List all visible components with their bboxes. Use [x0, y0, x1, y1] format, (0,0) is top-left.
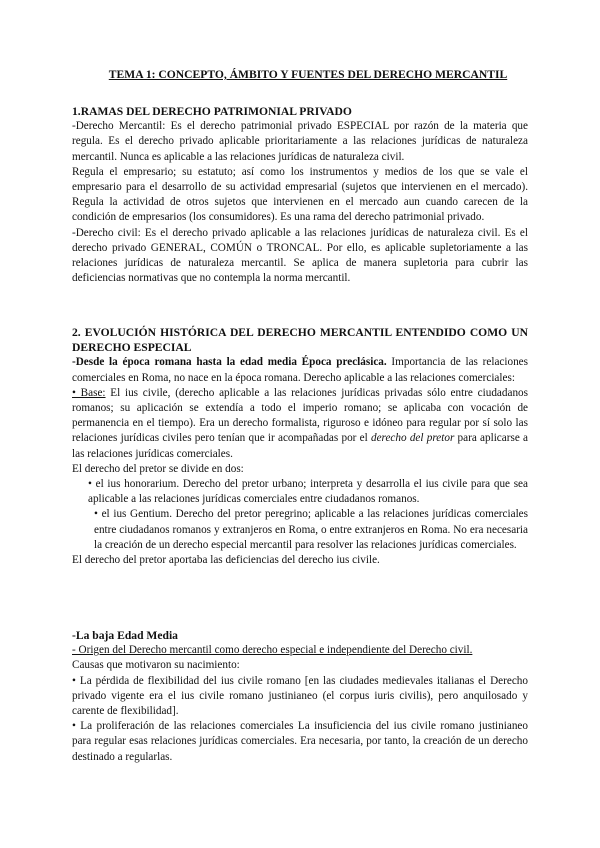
- ius-gentium-item: • el ius Gentium. Derecho del pretor peregrino; aplicable a las relaciones jurídicas comerciales entre ciudadanos romanos y extranjeros en Roma, o entre extranjeros en Roma. No era necesaria la creación de un derecho especial mercantil para resolver las relaciones jurídicas comerciales.: [94, 508, 528, 551]
- cause-item-1: • La pérdida de flexibilidad del ius civile romano [en las ciudades medievales italianas el Derecho privado vigente era el ius civile romano justinianeo (el corpus iuris civilis), pero anquilosado y carente de flexibilidad].: [72, 674, 528, 718]
- derecho-mercantil-paragraph: -Derecho Mercantil: Es el derecho patrimonial privado ESPECIAL por razón de la materia que regula. Es el derecho privado aplicable prioritariamente a las relaciones jurídicas de naturaleza mercantil. Nunca es aplicable a las relaciones jurídicas de naturaleza civil.: [72, 120, 528, 163]
- base-label: • Base:: [72, 386, 106, 399]
- cause-item-2: • La proliferación de las relaciones comerciales La insuficiencia del ius civile romano justinianeo para regular esas relaciones jurídicas comerciales. Era necesaria, por tanto, la creación de un derecho destinado a regularlas.: [72, 720, 528, 763]
- base-text-end: para aplicarse a las relaciones jurídicas comerciales.: [72, 432, 528, 460]
- base-text: El ius civile, (derecho aplicable a las relaciones jurídicas privadas sólo entre ciudadanos romanos; su aplicación se extendía a todo el imperio romano; se aplicaba con vocación de permanencia en el tiempo). Era un derecho formalista, riguroso e idóneo para regular por sí solo las relaciones jurídicas civiles pero tenían que ir acompañadas por el: [72, 386, 528, 445]
- base-paragraph: [72, 386, 528, 462]
- derecho-del-pretor-term: derecho del pretor: [370, 432, 455, 445]
- derecho-civil-paragraph: -Derecho civil: Es el derecho privado aplicable a las relaciones jurídicas de naturaleza civil. Es el derecho privado GENERAL, COMÚN o TRONCAL. Por ello, es aplicable supletoriamente a las relaciones jurídicas de naturaleza mercantil. Se aplica de manera supletoria para cubrir las deficiencias normativas que no contempla la norma mercantil.: [72, 226, 528, 285]
- section-2-heading: 2. EVOLUCIÓN HISTÓRICA DEL DERECHO MERCANTIL ENTENDIDO COMO UN DERECHO ESPECIAL: [72, 326, 528, 355]
- epoca-romana-paragraph: [72, 355, 528, 385]
- section-1: [72, 104, 528, 286]
- document-title: TEMA 1: CONCEPTO, ÁMBITO Y FUENTES DEL DERECHO MERCANTIL: [108, 68, 508, 81]
- section-1-heading: 1.RAMAS DEL DERECHO PATRIMONIAL PRIVADO: [72, 105, 352, 118]
- epoca-romana-title: -Desde la época romana hasta la edad media Época preclásica.: [72, 356, 387, 369]
- epoca-romana-text: Importancia de las relaciones comerciales en Roma, no nace en la época romana. Derecho aplicable a las relaciones comerciales:: [72, 356, 528, 384]
- pretor-closing-line: El derecho del pretor aportaba las deficiencias del derecho ius civile.: [72, 554, 380, 567]
- pretor-divide-line: El derecho del pretor se divide en dos:: [72, 462, 244, 475]
- section-3-heading: -La baja Edad Media: [72, 629, 178, 642]
- section-2: [72, 325, 528, 568]
- section-3: [72, 628, 528, 765]
- regula-empresario-paragraph: Regula el empresario; su estatuto; así como los instrumentos y medios de los que se vale el empresario para el desarrollo de su actividad empresarial (sujetos que intervienen en el mercado). Regula la actividad de otros sujetos que intervienen en el mercado aun cuando carecen de la condición de empresarios (los consumidores). Es una rama del derecho patrimonial privado.: [72, 165, 528, 224]
- origin-line: - Origen del Derecho mercantil como derecho especial e independiente del Derecho civil.: [72, 644, 473, 657]
- ius-honorarium-item: • el ius honorarium. Derecho del pretor urbano; interpreta y desarrolla el ius civile para que sea aplicable a las relaciones jurídicas comerciales entre ciudadanos romanos.: [88, 478, 528, 506]
- causes-line: Causas que motivaron su nacimiento:: [72, 659, 240, 672]
